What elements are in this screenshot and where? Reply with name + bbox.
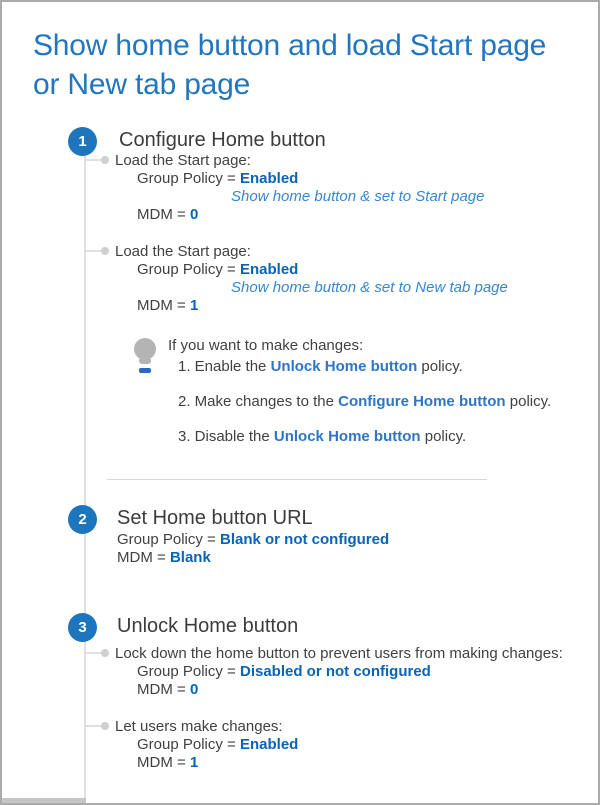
- step1-branch1-group-policy-row: [137, 170, 298, 188]
- lightbulb-icon-neck: [139, 359, 151, 364]
- mdm-label: MDM =: [137, 297, 186, 314]
- branch-connector-line: [85, 725, 101, 727]
- page-title-line2: or New tab page: [33, 68, 251, 101]
- step1-number: 1: [78, 133, 87, 150]
- mdm-value: 0: [189, 681, 199, 698]
- mdm-value: Blank: [169, 549, 211, 566]
- step2-group-policy-row: [117, 531, 389, 549]
- step3-branch2-group-policy-row: [137, 736, 298, 754]
- section-separator: [107, 479, 487, 480]
- group-policy-value: Blank or not configured: [219, 531, 390, 548]
- tip-item-2-pre: 2. Make changes to the: [178, 393, 339, 410]
- page-title: [33, 26, 546, 104]
- group-policy-label: Group Policy =: [117, 531, 216, 548]
- step3-branch1-label: Lock down the home button to prevent users from making changes:: [115, 645, 563, 662]
- step1-circle: [68, 127, 97, 156]
- group-policy-label: Group Policy =: [137, 663, 236, 680]
- mdm-label: MDM =: [137, 206, 186, 223]
- tip-item-2: [178, 393, 551, 411]
- step1-branch1-mdm-row: [137, 206, 198, 224]
- step3-branch1-mdm-row: [137, 681, 198, 699]
- policy-link-unlock-home-button: Unlock Home button: [270, 358, 418, 375]
- step3-branch1-group-policy-row: [137, 663, 431, 681]
- mdm-label: MDM =: [137, 754, 186, 771]
- group-policy-value: Enabled: [239, 736, 299, 753]
- branch-connector-dot: [101, 156, 109, 164]
- step1-branch2-group-policy-row: [137, 261, 298, 279]
- branch-connector-dot: [101, 722, 109, 730]
- branch-connector-line: [85, 652, 101, 654]
- policy-link-configure-home-button: Configure Home button: [338, 393, 506, 410]
- tip-item-3-post: policy.: [420, 428, 467, 445]
- mdm-label: MDM =: [137, 681, 186, 698]
- tip-item-1-post: policy.: [417, 358, 463, 375]
- group-policy-value: Enabled: [239, 261, 299, 278]
- step3-number: 3: [78, 619, 87, 636]
- step2-heading: Set Home button URL: [117, 507, 313, 529]
- mdm-label: MDM =: [117, 549, 166, 566]
- group-policy-label: Group Policy =: [137, 736, 236, 753]
- step1-branch1-note: Show home button & set to Start page: [231, 188, 485, 205]
- step3-circle: [68, 613, 97, 642]
- step2-number: 2: [78, 511, 87, 528]
- step3-branch2-mdm-row: [137, 754, 198, 772]
- lightbulb-icon: [134, 338, 156, 360]
- timeline-line: [84, 142, 86, 802]
- step1-branch2-mdm-row: [137, 297, 198, 315]
- page-title-line1: Show home button and load Start page: [33, 29, 547, 62]
- mdm-value: 1: [189, 754, 199, 771]
- step1-branch2-label: Load the Start page:: [115, 243, 251, 260]
- tip-item-1: [178, 358, 463, 376]
- tip-intro: If you want to make changes:: [168, 337, 364, 354]
- tip-item-2-post: policy.: [505, 393, 552, 410]
- step1-branch2-note: Show home button & set to New tab page: [231, 279, 508, 296]
- branch-connector-line: [85, 250, 101, 252]
- mdm-value: 0: [189, 206, 199, 223]
- tip-item-1-pre: 1. Enable the: [178, 358, 271, 375]
- step3-heading: Unlock Home button: [117, 615, 299, 637]
- tip-item-3: [178, 428, 466, 446]
- step2-mdm-row: [117, 549, 211, 567]
- group-policy-label: Group Policy =: [137, 261, 236, 278]
- branch-connector-line: [85, 159, 101, 161]
- policy-link-unlock-home-button: Unlock Home button: [273, 428, 421, 445]
- branch-connector-dot: [101, 247, 109, 255]
- step1-branch1-label: Load the Start page:: [115, 152, 251, 169]
- lightbulb-icon-base: [139, 368, 151, 373]
- step2-circle: [68, 505, 97, 534]
- branch-connector-dot: [101, 649, 109, 657]
- group-policy-value: Disabled or not configured: [239, 663, 431, 680]
- step3-branch2-label: Let users make changes:: [115, 718, 283, 735]
- group-policy-value: Enabled: [239, 170, 299, 187]
- mdm-value: 1: [189, 297, 199, 314]
- tip-item-3-pre: 3. Disable the: [178, 428, 274, 445]
- step1-heading: Configure Home button: [119, 129, 326, 151]
- group-policy-label: Group Policy =: [137, 170, 236, 187]
- bottom-edge-strip: [2, 798, 86, 805]
